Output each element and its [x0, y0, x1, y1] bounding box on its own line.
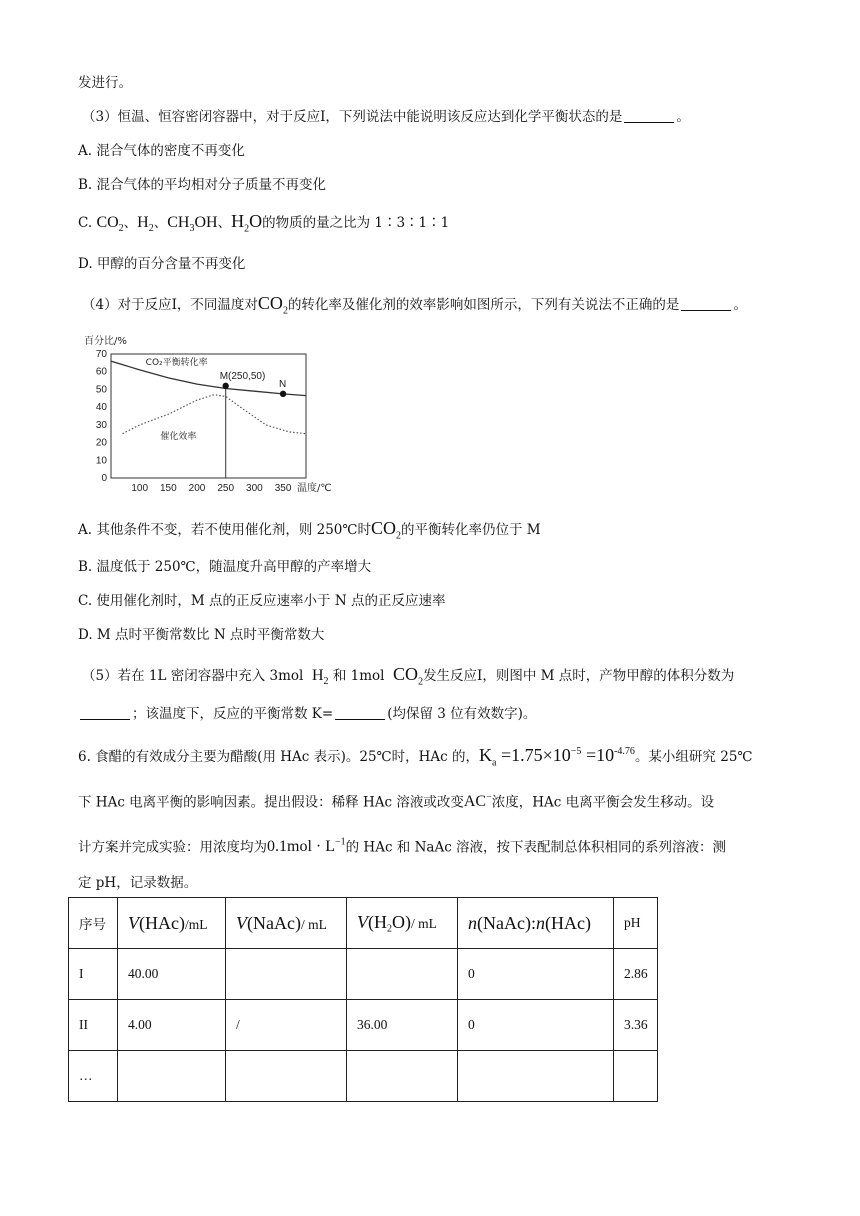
option-4a-text: A. 其他条件不变，若不使用催化剂，则 250℃时 [78, 522, 371, 538]
question-6-text: 计方案并完成实验：用浓度均为 [78, 839, 267, 856]
punct: 。 [733, 297, 747, 313]
sep: 、 [123, 215, 138, 231]
y-tick-label: 10 [95, 455, 107, 467]
question-3 [82, 107, 690, 127]
answer-blank [624, 108, 674, 123]
table-cell: 4.00 [118, 1000, 226, 1051]
header-v-h2o: $V(H_2O)/$ mL [347, 898, 458, 949]
h2o-sub: 2 [387, 923, 392, 935]
h2o-sub: 2 [244, 223, 250, 235]
table-cell [118, 1051, 226, 1102]
x-tick-label: 100 [131, 483, 149, 494]
table-cell [614, 1051, 658, 1102]
unit-text: / mL [300, 916, 327, 932]
formula-ac [464, 793, 492, 810]
punct: 。 [676, 109, 690, 125]
ac-text: AC [463, 793, 487, 811]
option-4d: D. M 点时平衡常数比 N 点时平衡常数大 [78, 627, 325, 643]
co2-text: CO [393, 664, 419, 684]
co2-conversion-line [111, 361, 306, 396]
formula-h2 [311, 667, 329, 688]
conc-text: 0.1mol · L [267, 838, 335, 856]
table-row [69, 1051, 658, 1102]
option-3a: A. 混合气体的密度不再变化 [78, 143, 245, 159]
formula-ch3oh [167, 214, 218, 235]
x-axis-label: 温度/℃ [297, 483, 332, 494]
table-cell: 40.00 [118, 949, 226, 1000]
y-tick-label: 70 [95, 349, 107, 360]
header-v-naac: V(NaAc)/ mL [226, 898, 347, 949]
formula-co2 [371, 518, 402, 542]
question-5-text: ；该温度下，反应的平衡常数 K= [132, 706, 334, 722]
table-cell: / [226, 1000, 347, 1051]
question-6-text: 6. 食醋的有效成分主要为醋酸(用 HAc 表示)。25℃时，HAc 的， [78, 749, 480, 765]
y-tick-label: 20 [95, 437, 107, 449]
conc-sup: −1 [335, 837, 346, 848]
x-tick-label: 150 [160, 483, 177, 494]
table-cell: 2.86 [614, 949, 658, 1000]
point-m [223, 383, 229, 389]
x-tick-label: 250 [217, 483, 235, 494]
point-n-label: N [279, 378, 287, 390]
option-3d: D. 甲醇的百分含量不再变化 [78, 256, 246, 272]
ka-exp: −5 [570, 746, 582, 757]
formula-co2 [393, 664, 424, 688]
header-text: 序号 [79, 917, 106, 932]
option-3c-text: 的物质的量之比为 1∶3∶1∶1 [262, 215, 450, 231]
co2-text: CO [371, 518, 397, 538]
y-tick-label: 40 [95, 402, 107, 414]
v-symbol: V [357, 911, 368, 932]
table-cell [347, 1051, 458, 1102]
question-3-text: （3）恒温、恒容密闭容器中，对于反应I，下列说法中能说明该反应达到化学平衡状态的是 [82, 109, 623, 125]
question-5-text: 发生反应I，则图中 M 点时，产物甲醇的体积分数为 [423, 668, 735, 684]
table-cell: 0 [458, 949, 614, 1000]
ka-value: =1.75×10 [496, 745, 571, 765]
conversion-efficiency-chart [76, 330, 332, 500]
question-6 [78, 742, 753, 774]
ch3oh-tail: OH [194, 214, 218, 231]
point-m-label: M(250,50) [219, 370, 266, 382]
x-tick-label: 200 [188, 483, 206, 494]
option-letter: C. [78, 215, 97, 231]
question-6-line2 [78, 788, 714, 812]
sep: 、 [153, 215, 168, 231]
table-cell [458, 1051, 614, 1102]
question-6-text: 。某小组研究 25℃ [634, 749, 753, 765]
h2-sub: 2 [148, 223, 154, 235]
answer-blank [80, 705, 130, 720]
table-cell [226, 949, 347, 1000]
y-tick-label: 0 [101, 473, 107, 484]
question-5-text: （5）若在 1L 密闭容器中充入 3mol [82, 668, 304, 684]
question-5 [82, 664, 734, 693]
formula-h2 [137, 214, 154, 235]
option-4a [78, 518, 541, 547]
table-cell: 0 [458, 1000, 614, 1051]
ka-expression [479, 745, 635, 769]
answer-blank [681, 296, 731, 311]
text-line: 发进行。 [78, 75, 132, 91]
h2-text: H [137, 214, 149, 231]
naac-text: NaAc [483, 912, 525, 933]
h2o-text: H [231, 211, 245, 231]
table-header-row [69, 898, 658, 949]
unit-text: / mL [411, 915, 437, 931]
header-index [69, 898, 118, 949]
question-4-text: 的转化率及催化剂的效率影响如图所示，下列有关说法不正确的是 [287, 297, 680, 313]
co2-sub: 2 [282, 305, 288, 317]
formula-conc [267, 838, 346, 855]
y-axis-label: 百分比/% [84, 336, 127, 347]
answer-blank [335, 705, 385, 720]
table-cell: … [69, 1051, 118, 1102]
header-text: pH [624, 915, 641, 930]
option-4b: B. 温度低于 250℃，随温度升高甲醇的产率增大 [78, 559, 372, 575]
table-row [69, 949, 658, 1000]
h2-text: H [311, 667, 324, 684]
table-cell: II [69, 1000, 118, 1051]
n-symbol: n [536, 912, 545, 933]
header-ratio: n(NaAc):n(HAc) [458, 898, 614, 949]
x-tick-label: 350 [274, 483, 292, 494]
question-6-text: 的 HAc 和 NaAc 溶液，按下表配制总体积相同的系列溶液：测 [345, 839, 727, 856]
ch3oh-text: CH [167, 214, 190, 231]
header-ph [614, 898, 658, 949]
series-label-co2: CO₂平衡转化率 [145, 357, 208, 368]
v-symbol: V [128, 912, 139, 933]
question-6-line4: 定 pH，记录数据。 [78, 875, 198, 891]
formula-co2 [257, 293, 288, 317]
ka-sub: a [492, 757, 497, 769]
h2-sub: 2 [323, 676, 329, 688]
formula-co2 [96, 214, 124, 235]
naac-text: NaAc [253, 912, 295, 933]
co2-text: CO [257, 293, 283, 313]
option-4c: C. 使用催化剂时，M 点的正反应速率小于 N 点的正反应速率 [78, 593, 446, 609]
hac-text: HAc [551, 912, 585, 933]
ac-sup: − [486, 792, 492, 803]
ka-value2: =10 [581, 745, 615, 765]
table-cell [226, 1051, 347, 1102]
table-cell: I [69, 949, 118, 1000]
sep: 、 [217, 215, 232, 231]
ka-exp2: -4.76 [614, 746, 635, 757]
question-4 [82, 293, 747, 322]
y-tick-label: 50 [95, 384, 107, 396]
co2-text: CO [96, 214, 119, 231]
table-cell: 36.00 [347, 1000, 458, 1051]
co2-sub: 2 [118, 223, 124, 235]
table-cell: 3.36 [614, 1000, 658, 1051]
unit-text: /mL [185, 916, 208, 932]
question-5-line2 [78, 704, 536, 724]
hac-text: HAc [145, 912, 179, 933]
table-row [69, 1000, 658, 1051]
question-6-text: 浓度，HAc 电离平衡会发生移动。设 [491, 794, 715, 811]
catalyst-efficiency-line [123, 395, 307, 434]
question-5-text: 和 1mol [332, 668, 385, 684]
plot-frame [111, 354, 306, 478]
option-3b: B. 混合气体的平均相对分子质量不再变化 [78, 177, 327, 193]
question-6-line3 [78, 833, 726, 857]
question-4-text: （4）对于反应I，不同温度对 [82, 297, 258, 313]
h2o-tail: O [249, 211, 263, 231]
y-tick-label: 60 [95, 366, 107, 378]
colon: : [530, 912, 536, 933]
ka-symbol: K [479, 745, 493, 765]
table-cell [347, 949, 458, 1000]
option-3c [78, 211, 449, 240]
co2-sub: 2 [396, 530, 402, 542]
question-6-text: 下 HAc 电离平衡的影响因素。提出假设：稀释 HAc 溶液或改变 [78, 794, 464, 811]
n-symbol: n [468, 912, 477, 933]
y-tick-label: 30 [95, 419, 107, 431]
ch3oh-sub: 3 [189, 223, 195, 235]
co2-sub: 2 [418, 676, 424, 688]
option-4a-text: 的平衡转化率仍位于 M [401, 522, 541, 538]
experiment-table [68, 897, 658, 1102]
h-text: H [374, 911, 387, 932]
formula-h2o [231, 211, 263, 235]
x-tick-label: 300 [246, 483, 263, 494]
header-v-hac: V(HAc)/mL [118, 898, 226, 949]
series-label-catalyst: 催化效率 [160, 432, 197, 443]
point-n [280, 391, 286, 397]
v-symbol: V [236, 912, 247, 933]
o-text: O [392, 911, 405, 932]
question-5-text: (均保留 3 位有效数字)。 [387, 706, 537, 722]
